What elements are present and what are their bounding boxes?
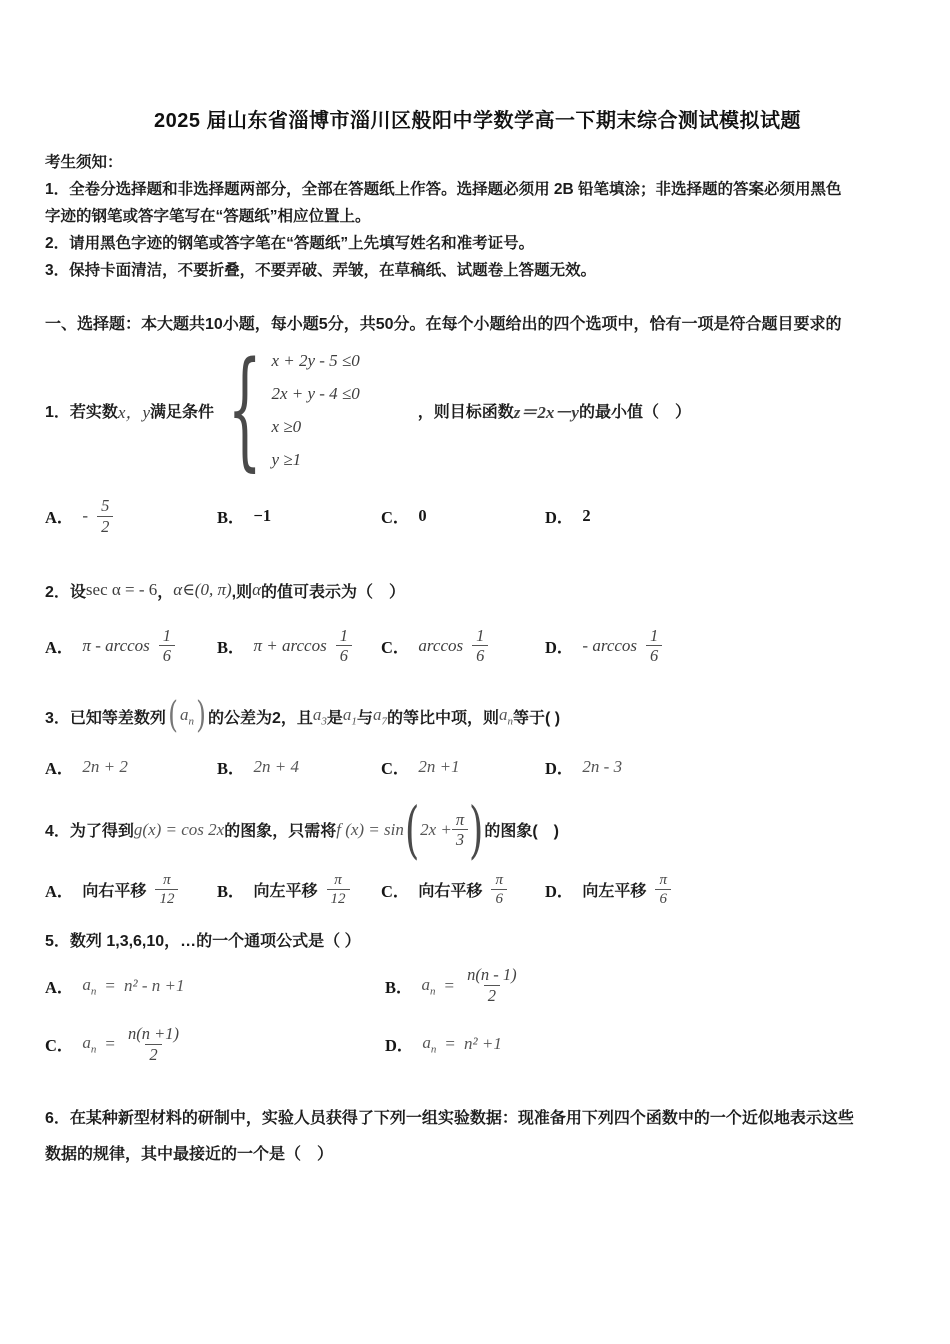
q5-option-a-lhs [82, 975, 96, 997]
q5-d-subscript: n [430, 1043, 437, 1056]
q3-option-d-value: 2n - 3 [582, 756, 623, 776]
q2-option-d-expr: - arccos [582, 635, 638, 655]
q5-d-base: a [422, 1033, 431, 1053]
q5-option-d-rhs: n² +1 [464, 1034, 502, 1054]
q4-option-c-label: C． [381, 881, 410, 901]
q4-g-function: g(x) = cos 2x [133, 819, 225, 839]
q3-option-d-label: D． [545, 758, 574, 778]
q2-option-b [217, 626, 381, 667]
q3-a1-subscript: 1 [351, 715, 357, 728]
question-5 [45, 928, 910, 951]
fraction-numerator: 1 [162, 625, 172, 645]
q1-text-post2: 的最小值（ ） [578, 404, 691, 421]
q5-option-b [385, 965, 910, 1006]
fraction-denominator: 12 [155, 889, 178, 908]
q3-option-b-label: B． [217, 758, 245, 778]
q1-option-b-value: −1 [253, 506, 272, 526]
q3-option-c [381, 755, 545, 779]
q2-comma: ， [157, 583, 174, 601]
q2-alpha-symbol: α [252, 580, 262, 600]
fraction-numerator: n(n - 1) [467, 965, 517, 985]
q5-b-subscript: n [430, 984, 436, 997]
q5-option-a-rhs: n² - n +1 [124, 975, 185, 995]
q3-a3-subscript: 3 [321, 715, 327, 728]
q4-text-post: 的图象( ) [484, 823, 560, 841]
q2-option-c-label: C． [381, 637, 410, 657]
q1-option-a-minus: - [82, 506, 89, 526]
q3-a3-symbol [313, 705, 327, 727]
q4-option-d-label: D． [545, 881, 574, 901]
fraction-denominator: 6 [336, 645, 352, 666]
q3-a1-base: a [342, 705, 352, 725]
fraction-numerator: 5 [101, 496, 110, 515]
q5-option-b-eq: = [444, 975, 455, 995]
fraction-numerator: n(n +1) [128, 1024, 180, 1043]
fraction-denominator: 2 [145, 1044, 161, 1065]
question-6 [45, 1101, 910, 1173]
fraction-denominator: 3 [452, 829, 468, 850]
q3-a3-base: a [312, 705, 322, 725]
q1-variables: x，y [117, 403, 150, 422]
q3-option-d [545, 755, 910, 779]
q4-option-b-fraction [327, 871, 350, 908]
fraction-numerator: π [455, 809, 465, 829]
q1-options [45, 496, 910, 537]
q5-option-d-eq: = [445, 1034, 456, 1054]
q1-constraint-system [220, 335, 360, 485]
q4-f-head: f (x) = sin [336, 819, 404, 839]
q1-option-d [545, 504, 910, 528]
q1-text-post1: ，则目标函数 [417, 404, 514, 421]
notice-item-3: 3．保持卡面清洁，不要折叠，不要弄破、弄皱，在草稿纸、试题卷上答题无效。 [45, 262, 597, 279]
q3-sequence-symbol [180, 705, 194, 727]
fraction-denominator: 6 [472, 645, 488, 666]
q3-option-c-label: C． [381, 758, 410, 778]
q5-option-c-fraction [124, 1024, 183, 1065]
q1-constraint-4: y ≥1 [271, 450, 302, 469]
q2-option-a-fraction [159, 626, 175, 667]
q1-option-d-label: D． [545, 508, 574, 528]
q2-option-d-label: D． [545, 637, 574, 657]
q4-option-b-text: 向左平移 [253, 883, 318, 901]
q2-text-post: 的值可表示为（ ） [261, 583, 406, 601]
fraction-numerator: π [659, 872, 667, 889]
left-brace-glyph: { [227, 335, 262, 485]
exam-title: 2025 届山东省淄博市淄川区般阳中学数学高一下期末综合测试模拟试题 [153, 110, 802, 132]
fraction-denominator: 12 [327, 889, 350, 908]
q5-option-a-eq: = [105, 975, 116, 995]
q1-option-c-label: C． [381, 508, 410, 528]
q4-option-c [381, 871, 545, 908]
q4-option-c-fraction [491, 871, 507, 908]
q2-option-a [45, 626, 217, 667]
q5-option-b-lhs [422, 975, 436, 997]
q4-option-d-fraction [655, 871, 671, 908]
q2-text-mid: ,则 [231, 583, 253, 601]
q3-an-base: a [179, 705, 189, 725]
q4-option-d-text: 向左平移 [582, 883, 647, 901]
notice-item-1-line-2: 字迹的钢笔或答字笔写在“答题纸”相应位置上。 [45, 208, 371, 225]
question-4 [45, 792, 910, 866]
fraction-numerator: π [163, 872, 171, 889]
q1-constraint-lines [271, 343, 359, 478]
fraction-denominator: 2 [97, 516, 113, 537]
q2-sec-equation: sec α = - 6 [85, 580, 158, 600]
q1-option-c [381, 504, 545, 528]
fraction-denominator: 2 [484, 985, 500, 1006]
q3-a7-base: a [372, 705, 382, 725]
q1-option-d-value: 2 [582, 506, 591, 526]
q5-option-d-label: D． [385, 1036, 414, 1056]
q4-options [45, 871, 910, 908]
fraction-denominator: 6 [655, 889, 671, 908]
left-paren-glyph: ( [168, 695, 178, 737]
fraction-numerator: 1 [476, 625, 485, 645]
q3-an-subscript: n [188, 715, 194, 728]
q1-option-b [217, 504, 381, 528]
notice-item-1-line-1: 1．全卷分选择题和非选择题两部分，全部在答题纸上作答。选择题必须用 2B 铅笔填涂；非选择题的答案必须用黑色 [45, 181, 842, 198]
q5-option-c-eq: = [105, 1034, 116, 1054]
fraction-denominator: 6 [491, 889, 507, 908]
q2-text-pre: 2．设 [45, 583, 86, 601]
q3-option-a-value: 2n + 2 [82, 756, 128, 776]
q4-text-mid: 的图象，只需将 [224, 823, 337, 841]
q1-option-b-label: B． [217, 508, 245, 528]
q2-option-b-expr: π + arccos [253, 635, 327, 655]
q6-line-1: 6．在某种新型材料的研制中，实验人员获得了下列一组实验数据：现准备用下列四个函数中的一个近似地表示这些 [45, 1109, 854, 1127]
q5-option-a-label: A． [45, 977, 74, 997]
q3-text-4: 与 [356, 709, 373, 727]
question-2 [45, 579, 910, 602]
q3-text-2: 的公差为2，且 [208, 709, 313, 727]
q4-f-fraction [452, 810, 468, 851]
q4-option-c-text: 向右平移 [418, 883, 483, 901]
question-1 [45, 335, 910, 485]
q5-text: 5．数列 1,3,6,10，…的一个通项公式是（ ） [45, 933, 361, 951]
q2-option-d-fraction [646, 626, 662, 667]
q2-option-d [545, 626, 910, 667]
notice-item-2: 2．请用黑色字迹的钢笔或答字笔在“答题纸”上先填写姓名和准考证号。 [45, 235, 535, 252]
q3-an2-subscript: n [507, 715, 513, 728]
q1-text-pre: 1．若实数 [45, 404, 118, 421]
fraction-numerator: π [495, 872, 503, 889]
fraction-numerator: 1 [339, 625, 348, 645]
q1-constraint-3: x ≥0 [271, 417, 302, 436]
q5-a-subscript: n [90, 984, 97, 997]
q5-options-row-2 [45, 1024, 910, 1065]
q4-text-pre: 4．为了得到 [45, 823, 134, 841]
q5-option-c-label: C． [45, 1036, 74, 1056]
q2-alpha-interval: α∈(0, π) [173, 580, 232, 600]
section-1-heading: 一、选择题：本大题共10小题，每小题5分，共50分。在每个小题给出的四个选项中，恰有一项是符合题目要求的 [45, 316, 842, 333]
q2-option-b-label: B． [217, 637, 245, 657]
q5-option-d-lhs [422, 1033, 436, 1055]
q2-options [45, 626, 910, 667]
q5-option-a [45, 974, 385, 998]
q5-c-subscript: n [90, 1043, 97, 1056]
q3-option-a [45, 755, 217, 779]
q5-option-b-label: B． [385, 977, 413, 997]
q5-c-base: a [82, 1033, 91, 1053]
q4-option-a-fraction [155, 871, 178, 908]
q1-option-a [45, 496, 217, 537]
q3-a7-symbol [373, 705, 387, 727]
right-paren-glyph: ) [468, 792, 484, 866]
q4-option-a [45, 871, 217, 908]
q3-option-b-value: 2n + 4 [253, 756, 299, 776]
q5-option-c-lhs [82, 1033, 96, 1055]
q5-option-d [385, 1032, 910, 1056]
q3-option-a-label: A． [45, 758, 74, 778]
q4-option-a-label: A． [45, 881, 74, 901]
right-paren-glyph: ) [196, 695, 206, 737]
fraction-denominator: 6 [646, 645, 662, 666]
q1-option-a-fraction [97, 496, 113, 537]
notice-heading: 考生须知： [45, 154, 123, 171]
question-3 [45, 695, 910, 737]
q1-text-mid: 满足条件 [150, 404, 215, 421]
q3-options [45, 755, 910, 779]
q1-constraint-1: x + 2y - 5 ≤0 [271, 351, 360, 370]
fraction-numerator: π [334, 872, 342, 889]
left-paren-glyph: ( [404, 792, 420, 866]
q3-a1-symbol [343, 705, 357, 727]
q4-f-function [336, 792, 484, 866]
q4-option-d [545, 871, 910, 908]
q3-text-5: 的等比中项，则 [386, 709, 499, 727]
q3-option-c-value: 2n +1 [418, 756, 460, 776]
q3-text-pre: 3．已知等差数列 [45, 709, 166, 727]
q3-a7-subscript: 7 [381, 715, 387, 728]
q1-option-c-value: 0 [418, 506, 427, 526]
q6-line-2: 数据的规律，其中最接近的一个是（ ） [45, 1145, 334, 1163]
q3-option-b [217, 755, 381, 779]
q4-f-inner: 2x + [420, 819, 452, 839]
q3-text-3: 是 [326, 709, 343, 727]
q3-text-6: 等于( ) [512, 709, 561, 727]
q1-objective-function: z＝2x－y [513, 403, 579, 422]
q5-option-c [45, 1024, 385, 1065]
q5-b-base: a [421, 974, 431, 994]
q2-option-c-expr: arccos [418, 635, 464, 655]
q5-a-base: a [82, 974, 91, 994]
q1-constraint-2: 2x + y - 4 ≤0 [271, 384, 360, 403]
q4-option-b [217, 871, 381, 908]
notice-block [45, 149, 910, 284]
q2-option-c-fraction [472, 626, 488, 667]
q2-option-c [381, 626, 545, 667]
q5-options-row-1 [45, 965, 910, 1006]
q1-option-a-label: A． [45, 508, 74, 528]
q2-option-a-label: A． [45, 637, 74, 657]
q3-an2-base: a [498, 705, 508, 725]
q3-an2-symbol [499, 705, 513, 727]
fraction-numerator: 1 [650, 625, 659, 645]
q2-option-b-fraction [336, 626, 352, 667]
q4-option-a-text: 向右平移 [82, 883, 147, 901]
fraction-denominator: 6 [159, 645, 175, 666]
q5-option-b-fraction [463, 965, 520, 1006]
q4-option-b-label: B． [217, 881, 245, 901]
q2-option-a-expr: π - arccos [82, 635, 150, 655]
